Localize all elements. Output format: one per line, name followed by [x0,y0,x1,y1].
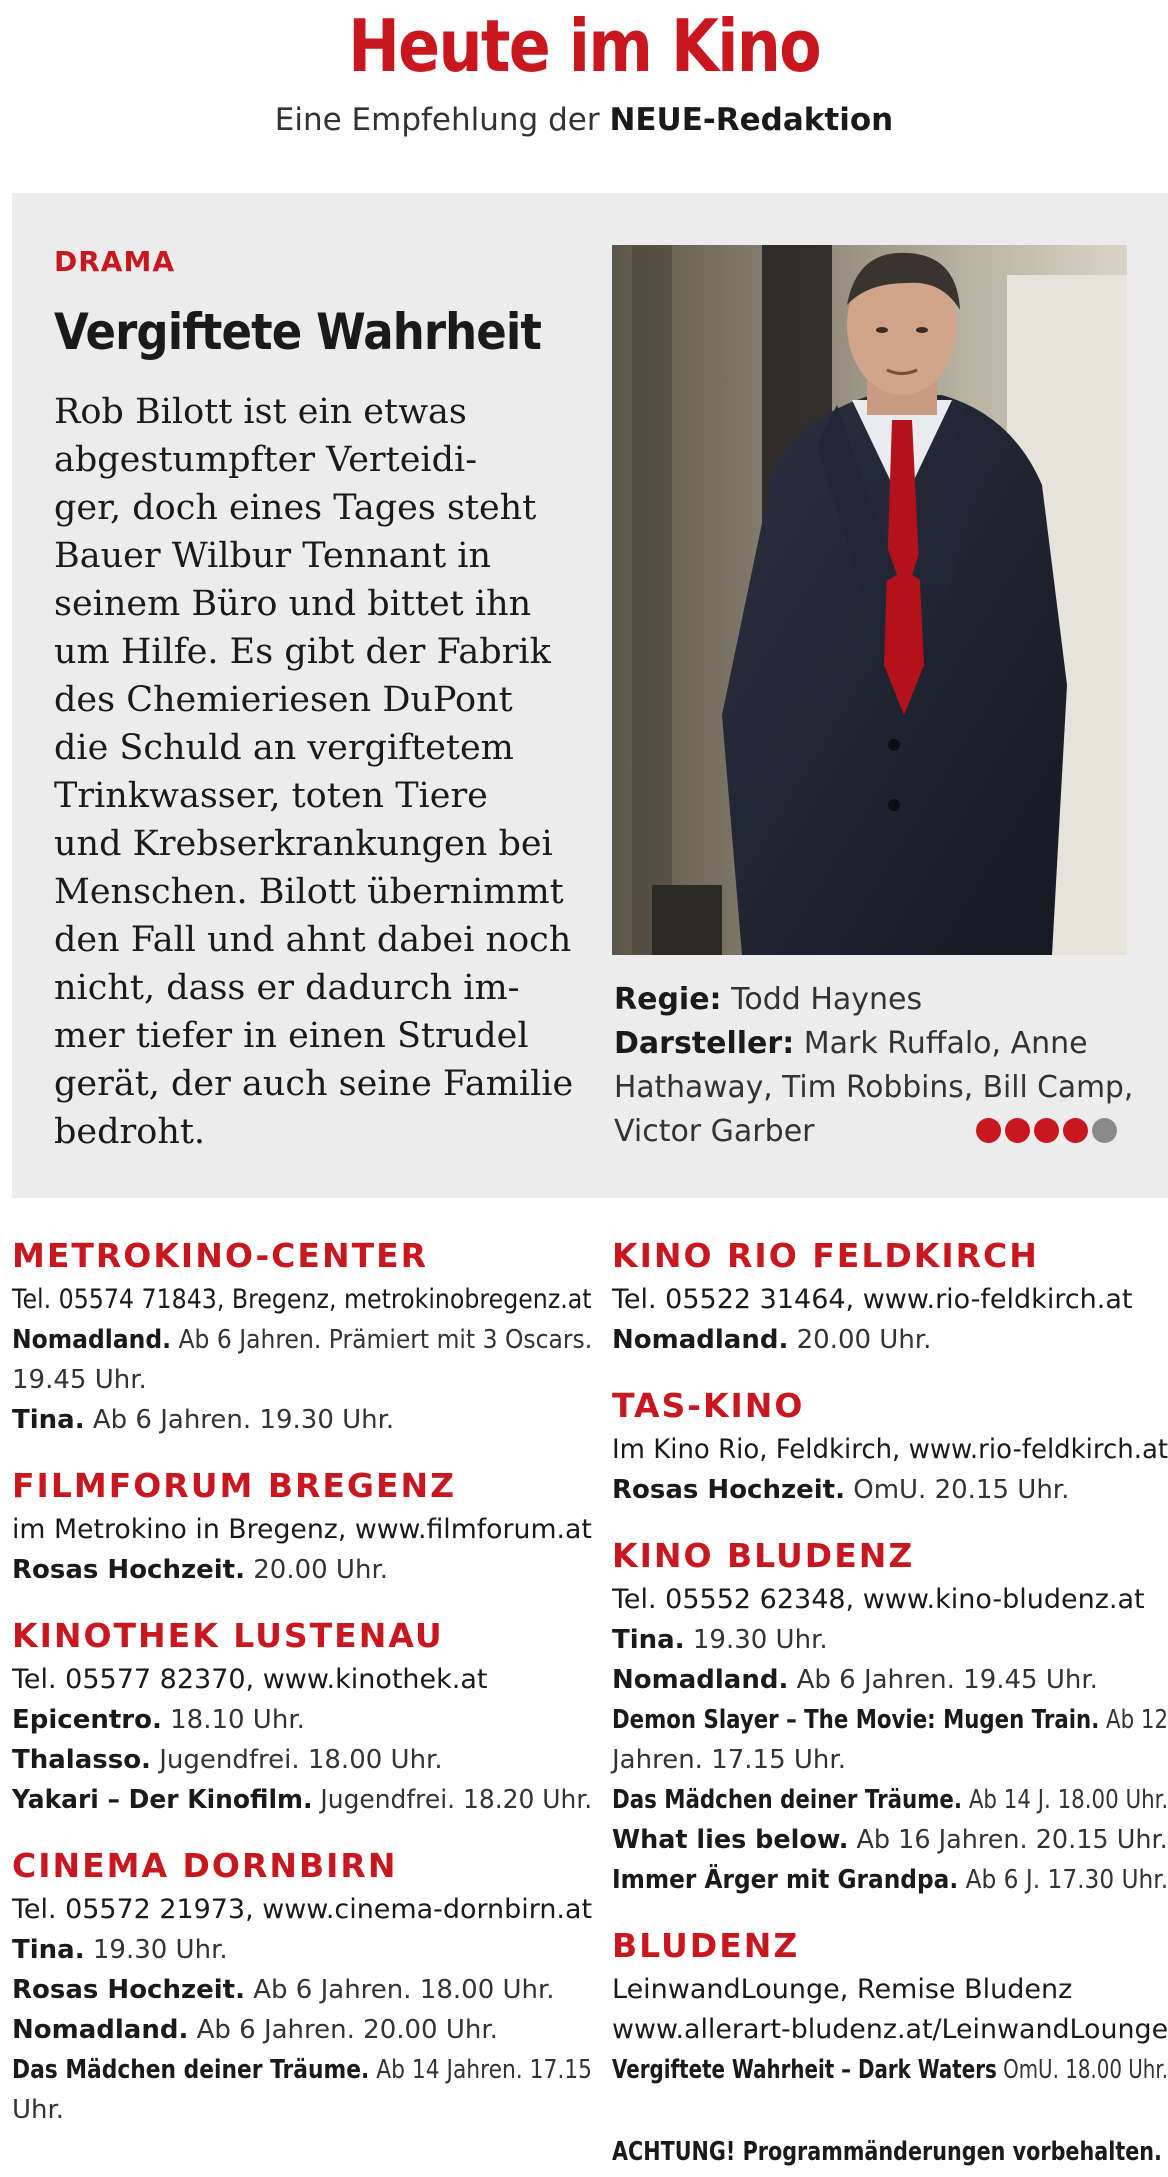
movie-details: OmU. 18.00 Uhr. [1003,2055,1168,2085]
showtime-row [612,1740,1168,1780]
rating-dot-filled [1034,1118,1059,1143]
cast-line-3: Victor Garber [614,1114,815,1149]
movie-details: Ab 6 Jahren. 18.00 Uhr. [253,1975,555,2005]
synopsis-line: gerät, der auch seine Familie [54,1064,574,1104]
showtime-row [612,1320,1168,1360]
cinema-block [612,1922,1168,2090]
page-title: Heute im Kino [348,4,820,88]
movie-details: Jugendfrei. 18.20 Uhr. [320,1785,593,1815]
cinema-name: KINO BLUDENZ [612,1536,915,1575]
movie-title: Das Mädchen deiner Träume. [12,2055,370,2085]
movie-details: Ab 6 J. 17.30 Uhr. [965,1865,1168,1895]
subtitle-publisher: NEUE-Redaktion [609,102,894,138]
cinema-name: CINEMA DORNBIRN [12,1846,398,1885]
cinema-name: BLUDENZ [612,1926,800,1965]
showtime-row [12,1550,592,1590]
movie-details: Ab 14 Jahren. 17.15 [376,2055,593,2085]
movie-details: Jugendfrei. 18.00 Uhr. [159,1745,443,1775]
synopsis-line: abgestumpfter Verteidi- [54,440,478,480]
showtime-row [612,2050,1168,2090]
synopsis-line: mer tiefer in einen Strudel [54,1016,529,1056]
movie-details: Uhr. [12,2095,65,2125]
movie-details: 19.30 Uhr. [92,1935,228,1965]
film-rating [976,1118,1117,1143]
cast-text-1: Mark Ruffalo, Anne [803,1026,1088,1061]
rating-dot-empty [1092,1118,1117,1143]
synopsis-line: des Chemieriesen DuPont [54,680,513,720]
subtitle-prefix: Eine Empfehlung der [274,102,600,138]
cinema-name: FILMFORUM BREGENZ [12,1466,457,1505]
showtime-row [12,1700,592,1740]
cinema-contact-info: www.allerart-bludenz.at/LeinwandLounge [612,2014,1168,2045]
movie-details: 19.30 Uhr. [692,1625,828,1655]
movie-title: Tina. [12,1405,85,1435]
cinema-contact-info: Tel. 05572 21973, www.cinema-dornbirn.at [12,1894,593,1925]
director-line [614,978,1134,1022]
movie-title: Tina. [12,1935,85,1965]
film-synopsis [54,388,594,1156]
movie-details: Ab 14 J. 18.00 Uhr. [968,1785,1168,1815]
cinema-contact-info: Tel. 05552 62348, www.kino-bludenz.at [612,1584,1145,1615]
movie-details: Ab 6 Jahren. 19.45 Uhr. [796,1665,1098,1695]
movie-details: Jahren. 17.15 Uhr. [612,1745,846,1775]
director-name: Todd Haynes [731,982,923,1017]
synopsis-line: Menschen. Bilott übernimmt [54,872,564,912]
cinema-contact-info: LeinwandLounge, Remise Bludenz [612,1974,1073,2005]
movie-details: 18.10 Uhr. [170,1705,305,1735]
showtime-row [12,2050,593,2090]
page-subtitle [0,100,1168,140]
synopsis-line: Rob Bilott ist ein etwas [54,392,467,432]
cinema-block [12,1462,592,1590]
movie-title: Tina. [612,1625,685,1655]
cinema-contact-info: im Metrokino in Bregenz, www.filmforum.at [12,1514,592,1545]
synopsis-line: und Krebserkrankungen bei [54,824,553,864]
cinema-name: KINOTHEK LUSTENAU [12,1616,444,1655]
synopsis-line: seinem Büro und bittet ihn [54,584,532,624]
showtime-row [12,1780,593,1820]
showtime-row [12,1320,593,1360]
showtime-row [612,1470,1168,1510]
cinema-block [12,1232,592,1440]
movie-title: Demon Slayer – The Movie: Mugen Train. [612,1705,1100,1735]
movie-title: Nomadland. [12,1325,172,1355]
showtime-row [612,1780,1168,1820]
movie-details: 20.00 Uhr. [796,1325,932,1355]
synopsis-line: die Schuld an vergiftetem [54,728,514,768]
cinema-block [612,1382,1168,1510]
movie-details: Ab 12 [1106,1705,1168,1735]
cinema-block [12,1612,592,1820]
featured-film-box [12,193,1168,1198]
movie-title: Nomadland. [12,2015,189,2045]
showtime-row [612,1820,1168,1860]
movie-details: Ab 16 Jahren. 20.15 Uhr. [856,1825,1168,1855]
showtime-row [12,1400,592,1440]
director-label: Regie: [614,982,722,1017]
showtime-row [12,1970,592,2010]
synopsis-line: um Hilfe. Es gibt der Fabrik [54,632,551,672]
program-change-notice: ACHTUNG! Programmänderungen vorbehalten. [612,2137,1162,2167]
cinema-name: KINO RIO FELDKIRCH [612,1236,1039,1275]
movie-title: Thalasso. [12,1745,151,1775]
rating-dot-filled [1063,1118,1088,1143]
cinema-contact-info: Tel. 05577 82370, www.kinothek.at [12,1664,488,1695]
cast-line-2: Hathaway, Tim Robbins, Bill Camp, [614,1070,1134,1105]
cinema-listings-left [12,1232,592,2152]
cinema-listings-right [612,1232,1168,2112]
rating-dot-filled [1005,1118,1030,1143]
movie-details: 20.00 Uhr. [253,1555,389,1585]
synopsis-line: Trinkwasser, toten Tiere [54,776,488,816]
cinema-name: TAS-KINO [612,1386,805,1425]
movie-details: Ab 6 Jahren. Prämiert mit 3 Oscars. [178,1325,593,1355]
cinema-block [12,1842,592,2130]
cinema-contact-info: Im Kino Rio, Feldkirch, www.rio-feldkirch.at [612,1434,1168,1465]
movie-title: Rosas Hochzeit. [12,1555,245,1585]
movie-title: Yakari – Der Kinofilm. [12,1785,313,1815]
showtime-row [12,1930,592,1970]
movie-details: 19.45 Uhr. [12,1365,147,1395]
movie-title: Rosas Hochzeit. [12,1975,245,2005]
synopsis-line: bedroht. [54,1112,206,1152]
cinema-block [612,1532,1168,1900]
showtime-row [612,1660,1168,1700]
movie-title: Nomadland. [612,1665,789,1695]
synopsis-line: den Fall und ahnt dabei noch [54,920,572,960]
film-title: Vergiftete Wahrheit [54,303,542,361]
movie-details: Ab 6 Jahren. 19.30 Uhr. [92,1405,395,1435]
cinema-block [612,1232,1168,1360]
synopsis-line: Bauer Wilbur Tennant in [54,536,492,576]
showtime-row [12,2010,592,2050]
synopsis-line: nicht, dass er dadurch im- [54,968,520,1008]
rating-dot-filled [976,1118,1001,1143]
cinema-name: METROKINO-CENTER [12,1236,429,1275]
showtime-row [612,1620,1168,1660]
synopsis-line: ger, doch eines Tages steht [54,488,537,528]
showtime-row [12,1740,592,1780]
movie-title: Vergiftete Wahrheit – Dark Waters [612,2055,997,2085]
movie-title: Immer Ärger mit Grandpa. [612,1865,959,1895]
cinema-contact-info: Tel. 05574 71843, Bregenz, metrokinobregenz.at [12,1284,592,1315]
showtime-row [612,1860,1168,1900]
showtime-row [12,1360,592,1400]
film-still-photo [612,245,1127,955]
movie-title: What lies below. [612,1825,849,1855]
cast-line-1 [614,1022,1134,1066]
movie-title: Nomadland. [612,1325,789,1355]
cast-label: Darsteller: [614,1026,795,1061]
movie-title: Epicentro. [12,1705,162,1735]
movie-details: OmU. 20.15 Uhr. [853,1475,1070,1505]
movie-title: Das Mädchen deiner Träume. [612,1785,963,1815]
showtime-row [12,2090,592,2130]
cinema-contact-info: Tel. 05522 31464, www.rio-feldkirch.at [612,1284,1133,1315]
showtime-row [612,1700,1168,1740]
movie-title: Rosas Hochzeit. [612,1475,845,1505]
actor-photo-illustration [612,245,1127,955]
movie-details: Ab 6 Jahren. 20.00 Uhr. [196,2015,498,2045]
film-genre: DRAMA [54,245,176,278]
